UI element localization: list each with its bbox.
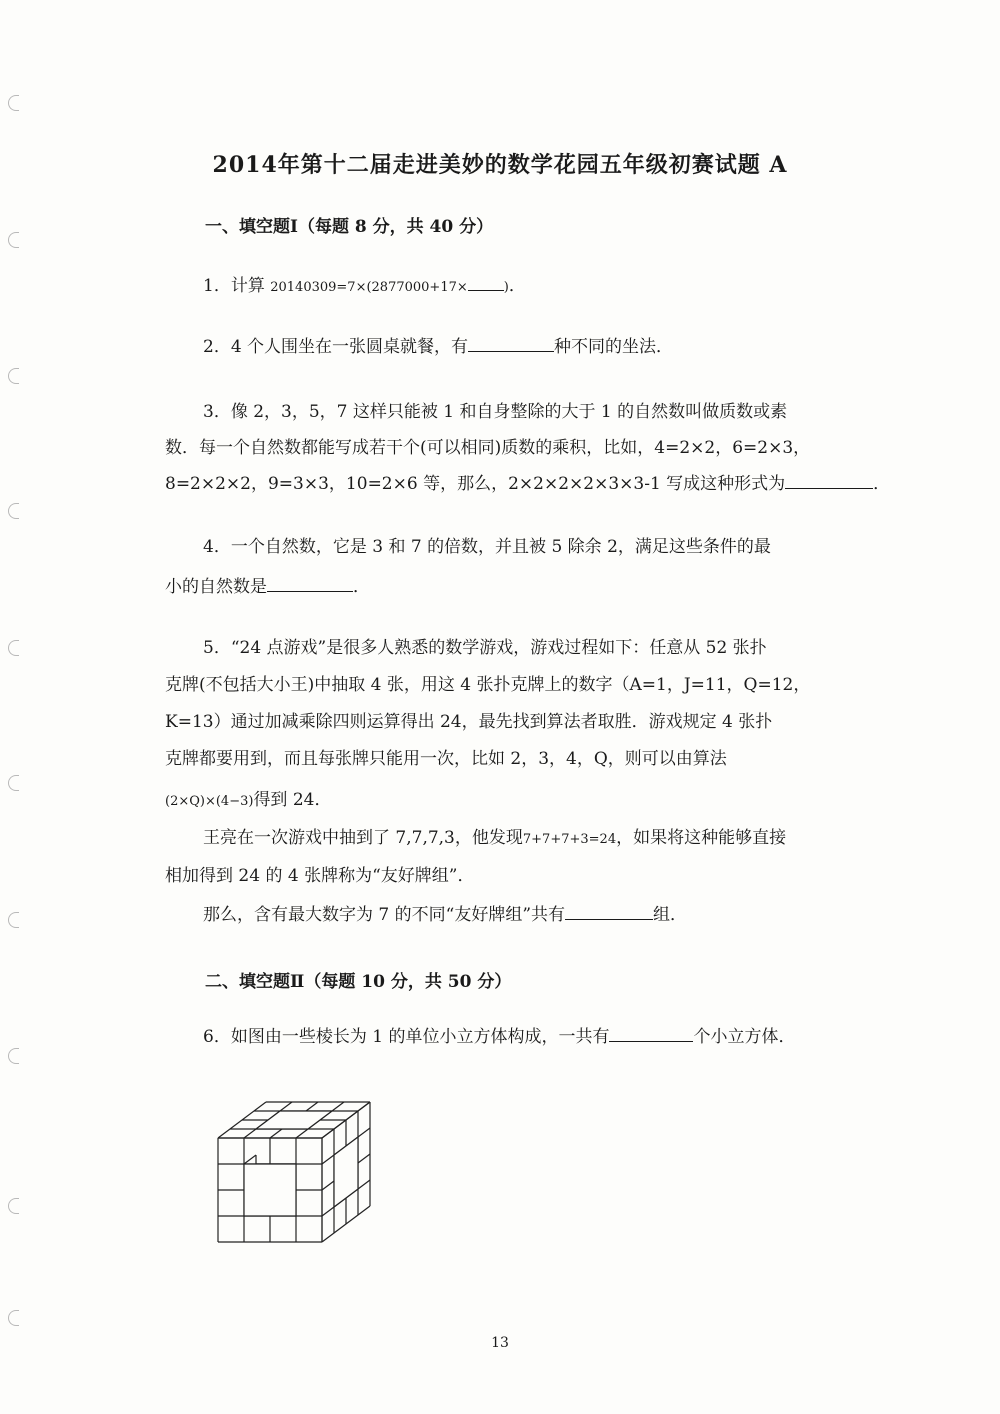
binder-hole: [8, 912, 19, 928]
cube-figure: [214, 1098, 404, 1280]
tunnel-edge: [244, 1155, 256, 1164]
binder-hole: [8, 1048, 19, 1064]
question-5-line-1: 5．“24 点游戏”是很多人熟悉的数学游戏，游戏过程如下：任意从 52 张扑: [203, 638, 767, 658]
section-heading-1: 一、填空题Ⅰ（每题 8 分，共 40 分）: [205, 217, 494, 237]
page-number: 13: [491, 1335, 509, 1351]
answer-blank: [468, 276, 504, 291]
binder-hole: [8, 775, 19, 791]
binder-hole: [8, 95, 19, 111]
question-5-line-8: 那么，含有最大数字为 7 的不同“友好牌组”共有 组．: [203, 905, 688, 925]
question-4-line-1: 4．一个自然数，它是 3 和 7 的倍数，并且被 5 除余 2，满足这些条件的最: [203, 537, 771, 557]
front-tunnel: [244, 1164, 296, 1216]
question-1: 1．计算 20140309=7×(2877000+17× )．: [203, 276, 526, 296]
section-heading-2: 二、填空题Ⅱ（每题 10 分，共 50 分）: [205, 972, 512, 992]
question-2: 2．4 个人围坐在一张圆桌就餐，有 种不同的坐法．: [203, 337, 674, 357]
question-6: 6．如图由一些棱长为 1 的单位小立方体构成，一共有 个小立方体．: [203, 1027, 796, 1047]
answer-blank: [565, 905, 653, 920]
answer-blank: [468, 337, 554, 352]
binder-hole: [8, 1310, 19, 1326]
question-5-line-3: K=13）通过加减乘除四则运算得出 24，最先找到算法者取胜．游戏规定 4 张扑: [165, 712, 773, 732]
question-5-line-2: 克牌(不包括大小王)中抽取 4 张，用这 4 张扑克牌上的数字（A=1，J=11，Q=12，: [165, 675, 811, 695]
question-5-line-4: 克牌都要用到，而且每张牌只能用一次，比如 2，3，4，Q，则可以由算法: [165, 749, 727, 769]
question-4-line-2: 小的自然数是 ．: [165, 577, 370, 597]
question-5-line-6: 王亮在一次游戏中抽到了 7,7,7,3，他发现7+7+7+3=24，如果将这种能够直接: [203, 828, 787, 848]
question-5-line-7: 相加得到 24 的 4 张牌称为“友好牌组”．: [165, 866, 475, 886]
answer-blank: [785, 474, 873, 489]
question-3-line-1: 3．像 2，3，5，7 这样只能被 1 和自身整除的大于 1 的自然数叫做质数或素: [203, 402, 788, 422]
binder-hole: [8, 640, 19, 656]
top-tunnel: [256, 1111, 332, 1129]
page-title: 2014年第十二届走进美妙的数学花园五年级初赛试题 A: [212, 152, 788, 178]
side-tunnel: [334, 1137, 358, 1207]
answer-blank: [267, 577, 353, 592]
binder-hole: [8, 368, 19, 384]
binder-hole: [8, 1198, 19, 1214]
question-5-line-5: (2×Q)×(4−3)得到 24．: [165, 790, 332, 810]
question-3-line-2: 数．每一个自然数都能写成若干个(可以相同)质数的乘积，比如，4=2×2，6=2×3，: [165, 438, 811, 458]
binder-hole: [8, 503, 19, 519]
question-3-line-3: 8=2×2×2，9=3×3，10=2×6 等，那么，2×2×2×2×3×3-1 写成这种形式为 ．: [165, 474, 891, 494]
answer-blank: [609, 1027, 693, 1042]
binder-hole: [8, 232, 19, 248]
